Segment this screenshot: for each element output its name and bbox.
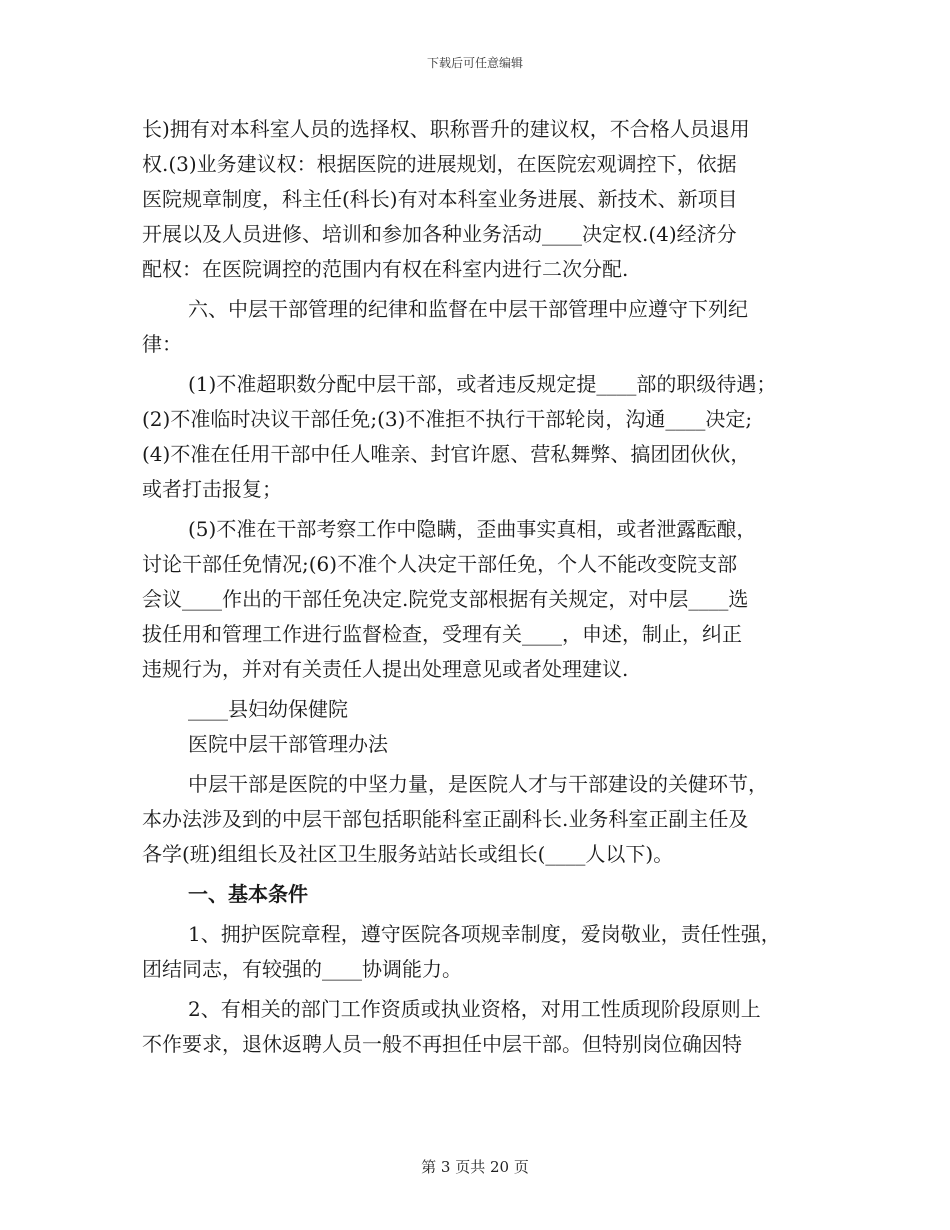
- text-line: 违规行为，并对有关责任人提出处理意见或者处理建议.: [142, 657, 629, 681]
- text-line: (1)不准超职数分配中层干部，或者违反规定提____部的职级待遇；: [188, 372, 777, 396]
- text-line: 或者打击报复；: [142, 477, 282, 501]
- document-body: [142, 112, 812, 1062]
- text-line: 医院规章制度，科主任(科长)有对本科室业务进展、新技术、新项目: [142, 187, 738, 211]
- text-line: 拔任用和管理工作进行监督检查，受理有关____，申述，制止，纠正: [142, 622, 742, 646]
- text-line: 中层干部是医院的中坚力量，是医院人才与干部建设的关健环节，: [188, 772, 768, 796]
- text-line: 开展以及人员进修、培训和参加各种业务活动____决定权.(4)经济分: [142, 222, 737, 246]
- text-line: 讨论干部任免情况;(6)不准个人决定干部任免，个人不能改变院支部: [142, 552, 738, 576]
- text-line: 2、有相关的部门工作资质或执业资格，对用工性质现阶段原则上: [188, 997, 761, 1021]
- text-line: (4)不准在任用干部中任人唯亲、封官许愿、营私舞弊、搞团团伙伙，: [142, 442, 751, 466]
- text-line: 律：: [142, 332, 182, 356]
- text-line: 一、基本条件: [188, 882, 308, 906]
- text-line: 医院中层干部管理办法: [188, 732, 388, 756]
- text-line: 权.(3)业务建议权：根据医院的进展规划，在医院宏观调控下，依据: [142, 152, 737, 176]
- text-line: 各学(班)组组长及社区卫生服务站站长或组长(____人以下)。: [142, 842, 674, 866]
- text-line: 本办法涉及到的中层干部包括职能科室正副科长.业务科室正副主任及: [142, 807, 749, 831]
- text-line: 会议____作出的干部任免决定.院党支部根据有关规定，对中层____选: [142, 587, 749, 611]
- page-footer: 第 3 页共 20 页: [421, 1158, 529, 1176]
- text-line: (2)不准临时决议干部任免;(3)不准拒不执行干部轮岗，沟通____决定;: [142, 407, 753, 431]
- text-line: 配权：在医院调控的范围内有权在科室内进行二次分配.: [142, 257, 629, 281]
- page-header: 下载后可任意编辑: [426, 56, 523, 70]
- text-line: 团结同志，有较强的____协调能力。: [142, 957, 462, 981]
- text-line: 不作要求，退休返聘人员一般不再担任中层干部。但特别岗位确因特: [142, 1032, 742, 1056]
- text-line: 六、中层干部管理的纪律和监督在中层干部管理中应遵守下列纪: [188, 297, 748, 321]
- text-line: (5)不准在干部考察工作中隐瞒，歪曲事实真相，或者泄露酝酿，: [188, 517, 757, 541]
- text-line: ____县妇幼保健院: [188, 697, 348, 721]
- text-line: 1、拥护医院章程，遵守医院各项规幸制度，爱岗敬业，责任性强，: [188, 922, 781, 946]
- text-line: 长)拥有对本科室人员的选择权、职称晋升的建议权，不合格人员退用: [142, 117, 750, 141]
